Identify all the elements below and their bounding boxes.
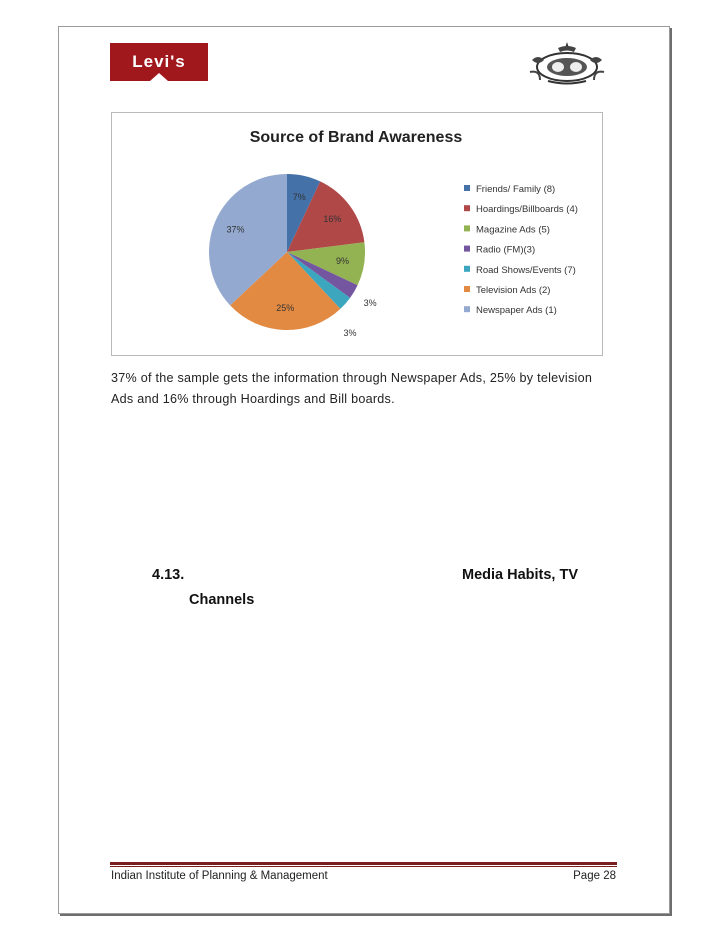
- legend-swatch-1: [464, 205, 470, 211]
- footer-rule-thin: [110, 866, 617, 867]
- legend-label-3: Radio (FM)(3): [476, 244, 536, 256]
- ornamental-crest-icon: [528, 40, 606, 86]
- legend-swatch-6: [464, 306, 470, 312]
- levis-logo: [110, 43, 208, 81]
- legend-label-1: Hoardings/Billboards (4): [476, 204, 578, 216]
- chart-title: Source of Brand Awareness: [249, 129, 463, 146]
- section-number: 4.13.: [152, 567, 185, 583]
- legend-label-0: Friends/ Family (8): [476, 184, 556, 195]
- legend-label-4: Road Shows/Events (7): [476, 264, 576, 276]
- footer-page-number: Page 28: [573, 870, 616, 882]
- levis-logo-text: Levi's: [132, 52, 186, 71]
- legend-swatch-2: [464, 225, 470, 231]
- pie-chart-svg: [112, 113, 602, 355]
- legend-swatch-0: [464, 185, 470, 191]
- pie-label-6: 37%: [226, 224, 245, 235]
- body-paragraph: 37% of the sample gets the information through Newspaper Ads, 25% by television Ads and 16% through Hoardings and Bill boards.: [111, 371, 593, 406]
- legend-label-6: Newspaper Ads (1): [476, 305, 557, 317]
- brand-awareness-chart: [111, 112, 603, 356]
- pie-label-2: 9%: [335, 255, 349, 266]
- pie-label-4: 3%: [343, 327, 357, 338]
- footer-institute: Indian Institute of Planning & Management: [111, 870, 328, 882]
- legend-label-2: Magazine Ads (5): [476, 224, 550, 236]
- pie-label-1: 16%: [323, 213, 342, 224]
- section-title-continued: Channels: [189, 592, 255, 608]
- legend-swatch-3: [464, 246, 470, 252]
- pie-label-0: 7%: [292, 192, 306, 203]
- footer-rule: [110, 862, 617, 865]
- legend-swatch-5: [464, 286, 470, 292]
- section-title: Media Habits, TV: [462, 567, 579, 583]
- pie-label-3: 3%: [363, 297, 377, 308]
- pie-label-5: 25%: [276, 303, 295, 314]
- legend-label-5: Television Ads (2): [476, 285, 551, 296]
- legend-swatch-4: [464, 266, 470, 272]
